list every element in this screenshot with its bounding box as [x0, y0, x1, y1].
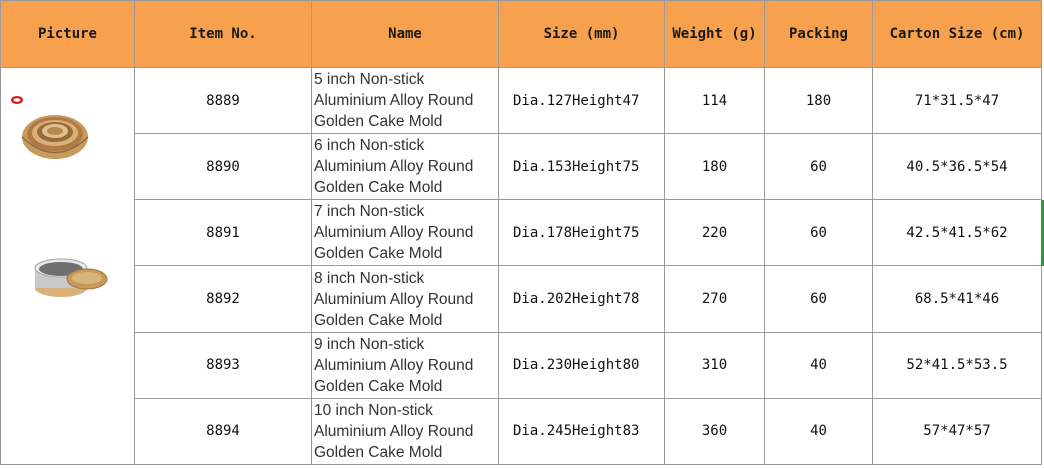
- packing-cell: 60: [765, 200, 873, 266]
- carton-size-cell: 71*31.5*47: [873, 68, 1042, 134]
- name-line: 5 inch Non-stick: [314, 71, 425, 89]
- product-images: [1, 68, 134, 464]
- packing-cell: 180: [765, 68, 873, 134]
- name-line: Aluminium Alloy Round: [314, 290, 474, 308]
- weight-cell: 114: [665, 68, 765, 134]
- brand-logo: [11, 96, 23, 104]
- weight-cell: 220: [665, 200, 765, 266]
- weight-cell: 180: [665, 134, 765, 200]
- name-line: Aluminium Alloy Round: [314, 224, 474, 242]
- name-line: Golden Cake Mold: [314, 311, 443, 329]
- header-row: [1, 1, 1042, 68]
- item-no-cell: 8893: [135, 332, 312, 398]
- item-no-cell: 8889: [135, 68, 312, 134]
- name-line: 8 inch Non-stick: [314, 269, 425, 287]
- name-cell: [312, 200, 499, 266]
- size-cell: Dia.230Height80: [499, 332, 665, 398]
- name-line: Golden Cake Mold: [314, 245, 443, 263]
- packing-cell: 60: [765, 134, 873, 200]
- carton-size-cell: 52*41.5*53.5: [873, 332, 1042, 398]
- table-row: [1, 68, 1042, 134]
- name-line: Golden Cake Mold: [314, 377, 443, 395]
- table-row: [1, 200, 1042, 266]
- header-weight: Weight (g): [665, 1, 765, 68]
- header-carton-size: Carton Size (cm): [873, 1, 1042, 68]
- name-line: Aluminium Alloy Round: [314, 422, 474, 440]
- name-line: Golden Cake Mold: [314, 179, 443, 197]
- carton-size-cell: 57*47*57: [873, 398, 1042, 464]
- name-line: 10 inch Non-stick: [314, 401, 433, 419]
- picture-cell: [1, 68, 135, 465]
- header-size: Size (mm): [499, 1, 665, 68]
- item-no-cell: 8891: [135, 200, 312, 266]
- table-row: [1, 134, 1042, 200]
- name-line: Aluminium Alloy Round: [314, 92, 474, 110]
- weight-cell: 310: [665, 332, 765, 398]
- name-cell: [312, 68, 499, 134]
- name-cell: [312, 266, 499, 332]
- size-cell: Dia.178Height75: [499, 200, 665, 266]
- name-line: Golden Cake Mold: [314, 113, 443, 131]
- name-line: 9 inch Non-stick: [314, 335, 425, 353]
- name-line: Aluminium Alloy Round: [314, 356, 474, 374]
- size-cell: Dia.245Height83: [499, 398, 665, 464]
- name-cell: [312, 134, 499, 200]
- size-cell: Dia.127Height47: [499, 68, 665, 134]
- name-line: 7 inch Non-stick: [314, 203, 425, 221]
- weight-cell: 270: [665, 266, 765, 332]
- header-picture: Picture: [1, 1, 135, 68]
- item-no-cell: 8890: [135, 134, 312, 200]
- header-name: Name: [312, 1, 499, 68]
- single-cake-mold-image: [35, 259, 107, 297]
- name-cell: [312, 398, 499, 464]
- packing-cell: 60: [765, 266, 873, 332]
- table-row: [1, 266, 1042, 332]
- packing-cell: 40: [765, 398, 873, 464]
- size-cell: Dia.202Height78: [499, 266, 665, 332]
- carton-size-cell: 40.5*36.5*54: [873, 134, 1042, 200]
- item-no-cell: 8894: [135, 398, 312, 464]
- item-no-cell: 8892: [135, 266, 312, 332]
- carton-size-cell: 42.5*41.5*62: [873, 200, 1042, 266]
- header-item-no: Item No.: [135, 1, 312, 68]
- name-line: 6 inch Non-stick: [314, 137, 425, 155]
- packing-cell: 40: [765, 332, 873, 398]
- weight-cell: 360: [665, 398, 765, 464]
- name-line: Golden Cake Mold: [314, 443, 443, 461]
- header-packing: Packing: [765, 1, 873, 68]
- name-line: Aluminium Alloy Round: [314, 158, 474, 176]
- name-cell: [312, 332, 499, 398]
- table-row: [1, 332, 1042, 398]
- nested-cake-molds-image: [22, 115, 88, 159]
- carton-size-cell: 68.5*41*46: [873, 266, 1042, 332]
- table-row: [1, 398, 1042, 464]
- size-cell: Dia.153Height75: [499, 134, 665, 200]
